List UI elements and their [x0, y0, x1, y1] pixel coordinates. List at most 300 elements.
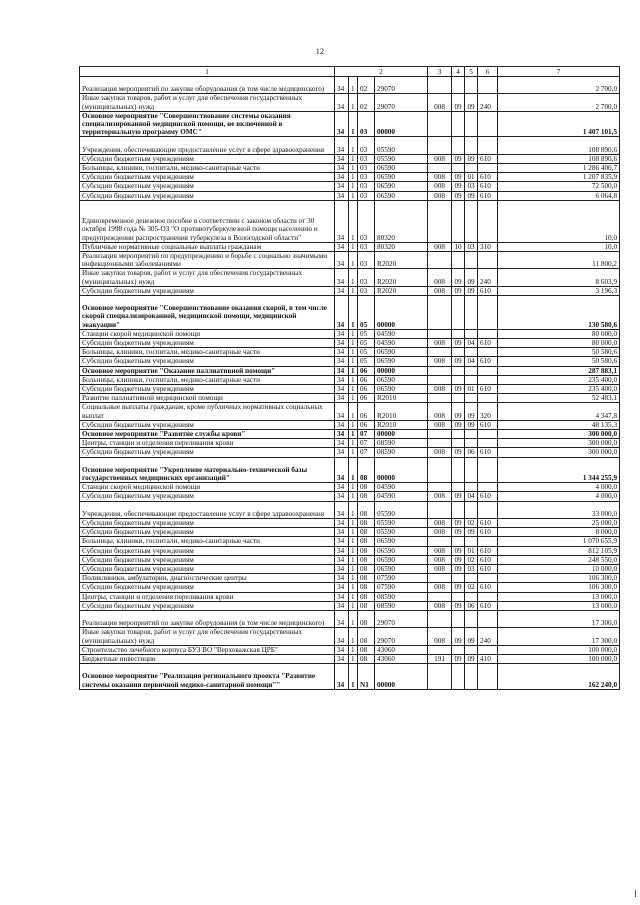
code-activity-cell: 05 [358, 296, 375, 330]
code-section-cell [452, 164, 465, 173]
code-section-cell: 10 [452, 242, 465, 251]
row-name-cell: Станции скорой медицинской помощи [80, 329, 335, 338]
code-admin-cell: 008 [428, 528, 452, 537]
code-activity-cell: 08 [358, 645, 375, 654]
amount-cell: 33 000,0 [498, 501, 620, 518]
code-expense-type-cell [478, 252, 498, 269]
code-activity-cell: 08 [358, 601, 375, 610]
code-expense-type-cell [478, 77, 498, 94]
code-section-cell [452, 537, 465, 546]
table-row [80, 173, 620, 182]
code-program-cell: 34 [335, 645, 349, 654]
amount-cell: 300 000,0 [498, 448, 620, 457]
code-admin-cell [428, 664, 452, 690]
table-row [80, 430, 620, 439]
amount-cell: 1 344 255,9 [498, 457, 620, 483]
code-expense-type-cell [478, 574, 498, 583]
code-section-cell [452, 394, 465, 403]
code-admin-cell: 008 [428, 403, 452, 420]
code-admin-cell [428, 611, 452, 628]
code-expense-type-cell: 610 [478, 492, 498, 501]
amount-cell: 4 000,0 [498, 492, 620, 501]
table-row [80, 394, 620, 403]
amount-cell: 50 580,6 [498, 348, 620, 357]
amount-cell: 11 800,2 [498, 252, 620, 269]
code-subsection-cell: 03 [465, 565, 478, 574]
code-section-cell: 09 [452, 94, 465, 111]
table-row [80, 565, 620, 574]
table-row [80, 574, 620, 583]
amount-cell: 48 135,3 [498, 420, 620, 429]
amount-cell: 300 000,0 [498, 439, 620, 448]
amount-cell: 10 000,0 [498, 565, 620, 574]
code-activity-cell: 08 [358, 546, 375, 555]
code-subsection-cell: 04 [465, 357, 478, 366]
code-program-cell: 34 [335, 269, 349, 286]
code-admin-cell [428, 375, 452, 384]
code-subprogram-cell: 1 [349, 565, 358, 574]
table-row [80, 154, 620, 163]
budget-table [79, 66, 620, 690]
row-name-cell: Строительство лечебного корпуса БУЗ ВО "Верховажская ЦРБ" [80, 645, 335, 654]
code-activity-cell: 08 [358, 628, 375, 645]
code-activity-cell: 05 [358, 357, 375, 366]
code-program-cell: 34 [335, 537, 349, 546]
code-subprogram-cell: 1 [349, 77, 358, 94]
code-section-cell [452, 348, 465, 357]
code-program-cell: 34 [335, 448, 349, 457]
code-activity-cell: 03 [358, 269, 375, 286]
code-activity-cell: 08 [358, 483, 375, 492]
row-name-cell: Развитие паллиативной медицинской помощи [80, 394, 335, 403]
code-subsection-cell: 03 [465, 242, 478, 251]
code-admin-cell [428, 501, 452, 518]
table-row [80, 457, 620, 483]
row-name-cell: Основное мероприятие "Совершенствование оказания скорой, в том числе скорой специализированной, медицинской помощи, медицинской эвакуации" [80, 296, 335, 330]
code-subprogram-cell: 1 [349, 430, 358, 439]
code-expense-type-cell [478, 164, 498, 173]
code-direction-cell: 43060 [375, 645, 428, 654]
code-activity-cell: 03 [358, 286, 375, 295]
code-subsection-cell [465, 252, 478, 269]
code-activity-cell: 03 [358, 252, 375, 269]
code-direction-cell: 05590 [375, 137, 428, 154]
code-expense-type-cell: 610 [478, 448, 498, 457]
code-expense-type-cell: 610 [478, 565, 498, 574]
code-subprogram-cell: 1 [349, 574, 358, 583]
row-name-cell: Иные закупки товаров, работ и услуг для обеспечения государственных (муниципальных) нужд [80, 269, 335, 286]
row-name-cell: Субсидии бюджетным учреждениям [80, 565, 335, 574]
amount-cell: 50 580,6 [498, 357, 620, 366]
amount-cell: 100 000,0 [498, 645, 620, 654]
amount-cell: 6 064,8 [498, 191, 620, 200]
header-col-3: 3 [428, 67, 452, 77]
code-expense-type-cell: 610 [478, 154, 498, 163]
code-section-cell [452, 501, 465, 518]
table-row [80, 628, 620, 645]
code-subprogram-cell: 1 [349, 628, 358, 645]
code-activity-cell: 05 [358, 339, 375, 348]
amount-cell: 4 347,8 [498, 403, 620, 420]
amount-cell: 10,0 [498, 242, 620, 251]
code-expense-type-cell [478, 394, 498, 403]
code-subprogram-cell: 1 [349, 394, 358, 403]
code-subsection-cell [465, 111, 478, 137]
code-subsection-cell: 03 [465, 182, 478, 191]
code-direction-cell: 04590 [375, 483, 428, 492]
code-direction-cell: R2010 [375, 403, 428, 420]
code-subprogram-cell: 1 [349, 191, 358, 200]
code-activity-cell: 07 [358, 430, 375, 439]
code-activity-cell: 08 [358, 574, 375, 583]
header-col-2: 2 [335, 67, 428, 77]
code-direction-cell: 08590 [375, 439, 428, 448]
code-section-cell [452, 645, 465, 654]
table-row [80, 339, 620, 348]
code-expense-type-cell [478, 137, 498, 154]
code-section-cell: 09 [452, 191, 465, 200]
code-direction-cell: 06590 [375, 357, 428, 366]
code-expense-type-cell: 610 [478, 385, 498, 394]
row-name-cell: Субсидии бюджетным учреждениям [80, 191, 335, 200]
code-subprogram-cell: 1 [349, 366, 358, 375]
table-row [80, 375, 620, 384]
code-section-cell [452, 296, 465, 330]
code-admin-cell [428, 77, 452, 94]
code-subprogram-cell: 1 [349, 242, 358, 251]
code-direction-cell: 04590 [375, 339, 428, 348]
code-expense-type-cell: 610 [478, 601, 498, 610]
code-subprogram-cell: 1 [349, 286, 358, 295]
code-expense-type-cell: 610 [478, 286, 498, 295]
code-activity-cell: 02 [358, 77, 375, 94]
code-direction-cell: 06590 [375, 385, 428, 394]
code-direction-cell: 08590 [375, 448, 428, 457]
code-section-cell [452, 439, 465, 448]
code-subsection-cell: 09 [465, 94, 478, 111]
code-subsection-cell: 09 [465, 628, 478, 645]
code-expense-type-cell [478, 430, 498, 439]
code-program-cell: 34 [335, 286, 349, 295]
code-subprogram-cell: 1 [349, 483, 358, 492]
table-row [80, 403, 620, 420]
table-row [80, 357, 620, 366]
header-col-6: 6 [478, 67, 498, 77]
code-program-cell: 34 [335, 592, 349, 601]
code-program-cell: 34 [335, 574, 349, 583]
code-admin-cell: 008 [428, 448, 452, 457]
row-name-cell: Основное мероприятие "Развитие службы крови" [80, 430, 335, 439]
code-program-cell: 34 [335, 546, 349, 555]
code-admin-cell: 008 [428, 94, 452, 111]
code-admin-cell: 008 [428, 565, 452, 574]
code-admin-cell [428, 137, 452, 154]
code-program-cell: 34 [335, 242, 349, 251]
code-section-cell: 09 [452, 528, 465, 537]
table-row [80, 420, 620, 429]
code-program-cell: 34 [335, 555, 349, 564]
row-name-cell: Больницы, клиники, госпитали, медико-санитарные части [80, 348, 335, 357]
code-subprogram-cell: 1 [349, 296, 358, 330]
code-program-cell: 34 [335, 611, 349, 628]
row-name-cell: Станции скорой медицинской помощи [80, 483, 335, 492]
code-admin-cell [428, 252, 452, 269]
code-expense-type-cell: 240 [478, 94, 498, 111]
amount-cell: 287 883,1 [498, 366, 620, 375]
code-direction-cell: R2010 [375, 394, 428, 403]
code-subprogram-cell: 1 [349, 546, 358, 555]
table-row [80, 329, 620, 338]
code-program-cell: 34 [335, 137, 349, 154]
amount-cell: 106 300,0 [498, 574, 620, 583]
code-subsection-cell [465, 592, 478, 601]
code-admin-cell [428, 645, 452, 654]
code-section-cell [452, 77, 465, 94]
code-section-cell [452, 611, 465, 628]
code-subsection-cell [465, 645, 478, 654]
code-subsection-cell: 01 [465, 546, 478, 555]
code-direction-cell: 80320 [375, 242, 428, 251]
row-name-cell: Поликлиники, амбулатории, диагностические центры [80, 574, 335, 583]
table-row [80, 385, 620, 394]
row-name-cell: Реализация мероприятий по закупке оборудования (в том числе медицинского) [80, 77, 335, 94]
table-row [80, 592, 620, 601]
code-expense-type-cell [478, 348, 498, 357]
code-section-cell: 09 [452, 385, 465, 394]
code-subprogram-cell: 1 [349, 385, 358, 394]
code-admin-cell: 008 [428, 286, 452, 295]
table-row [80, 366, 620, 375]
row-name-cell: Субсидии бюджетным учреждениям [80, 519, 335, 528]
code-subsection-cell [465, 164, 478, 173]
code-subprogram-cell: 1 [349, 403, 358, 420]
amount-cell: 1 407 101,5 [498, 111, 620, 137]
code-program-cell: 34 [335, 439, 349, 448]
code-activity-cell: 08 [358, 583, 375, 592]
row-name-cell: Основное мероприятие "Оказание паллиативной помощи" [80, 366, 335, 375]
code-activity-cell: 06 [358, 403, 375, 420]
amount-cell: 248 550,0 [498, 555, 620, 564]
code-admin-cell: 191 [428, 655, 452, 664]
code-admin-cell: 008 [428, 492, 452, 501]
code-direction-cell: 06590 [375, 555, 428, 564]
code-expense-type-cell: 310 [478, 242, 498, 251]
code-program-cell: 34 [335, 173, 349, 182]
code-subsection-cell: 02 [465, 555, 478, 564]
table-row [80, 583, 620, 592]
code-admin-cell: 008 [428, 269, 452, 286]
header-col-1: 1 [80, 67, 335, 77]
row-name-cell: Бюджетные инвестиции [80, 655, 335, 664]
code-subsection-cell: 09 [465, 269, 478, 286]
code-direction-cell: 43060 [375, 655, 428, 664]
code-subprogram-cell: 1 [349, 664, 358, 690]
amount-cell: 8 603,9 [498, 269, 620, 286]
code-program-cell: 34 [335, 164, 349, 173]
code-subprogram-cell: 1 [349, 592, 358, 601]
code-expense-type-cell [478, 366, 498, 375]
code-section-cell [452, 457, 465, 483]
code-direction-cell: 06590 [375, 348, 428, 357]
table-row [80, 182, 620, 191]
code-expense-type-cell [478, 645, 498, 654]
row-name-cell: Основное мероприятие "Реализация регионального проекта "Развитие системы оказания первичной медико-санитарной помощи"" [80, 664, 335, 690]
code-direction-cell: 00000 [375, 664, 428, 690]
code-subprogram-cell: 1 [349, 329, 358, 338]
code-direction-cell: 06590 [375, 182, 428, 191]
code-admin-cell: 008 [428, 154, 452, 163]
code-section-cell [452, 329, 465, 338]
code-activity-cell: N1 [358, 664, 375, 690]
code-program-cell: 34 [335, 296, 349, 330]
code-program-cell: 34 [335, 528, 349, 537]
table-row [80, 483, 620, 492]
code-direction-cell: 06590 [375, 565, 428, 574]
row-name-cell: Субсидии бюджетным учреждениям [80, 357, 335, 366]
code-admin-cell: 008 [428, 519, 452, 528]
code-program-cell: 34 [335, 501, 349, 518]
code-activity-cell: 03 [358, 111, 375, 137]
table-row [80, 269, 620, 286]
code-section-cell [452, 592, 465, 601]
row-name-cell: Социальные выплаты гражданам, кроме публичных нормативных социальных выплат [80, 403, 335, 420]
row-name-cell: Субсидии бюджетным учреждениям [80, 528, 335, 537]
code-expense-type-cell [478, 501, 498, 518]
code-activity-cell: 03 [358, 200, 375, 242]
code-admin-cell: 008 [428, 546, 452, 555]
code-program-cell: 34 [335, 519, 349, 528]
code-activity-cell: 02 [358, 94, 375, 111]
code-subsection-cell: 01 [465, 385, 478, 394]
code-activity-cell: 08 [358, 519, 375, 528]
table-row [80, 601, 620, 610]
code-activity-cell: 06 [358, 375, 375, 384]
code-program-cell: 34 [335, 94, 349, 111]
code-program-cell: 34 [335, 628, 349, 645]
code-subprogram-cell: 1 [349, 655, 358, 664]
code-activity-cell: 06 [358, 366, 375, 375]
code-expense-type-cell: 610 [478, 546, 498, 555]
table-row [80, 164, 620, 173]
amount-cell: 17 300,0 [498, 628, 620, 645]
code-activity-cell: 08 [358, 501, 375, 518]
amount-cell: 100 000,0 [498, 655, 620, 664]
table-row [80, 348, 620, 357]
code-expense-type-cell [478, 200, 498, 242]
code-expense-type-cell: 410 [478, 655, 498, 664]
code-subsection-cell [465, 375, 478, 384]
code-admin-cell: 008 [428, 191, 452, 200]
row-name-cell: Субсидии бюджетным учреждениям [80, 385, 335, 394]
code-section-cell [452, 200, 465, 242]
code-direction-cell: 29070 [375, 77, 428, 94]
code-program-cell: 34 [335, 366, 349, 375]
scan-artifact [635, 890, 636, 897]
code-direction-cell: 04590 [375, 492, 428, 501]
header-col-5: 5 [465, 67, 478, 77]
row-name-cell: Субсидии бюджетным учреждениям [80, 555, 335, 564]
code-program-cell: 34 [335, 348, 349, 357]
code-subprogram-cell: 1 [349, 348, 358, 357]
code-program-cell: 34 [335, 664, 349, 690]
code-subprogram-cell: 1 [349, 448, 358, 457]
code-subprogram-cell: 1 [349, 457, 358, 483]
code-admin-cell: 008 [428, 357, 452, 366]
code-subprogram-cell: 1 [349, 611, 358, 628]
table-row [80, 111, 620, 137]
code-subsection-cell [465, 430, 478, 439]
amount-cell: 80 000,0 [498, 329, 620, 338]
code-activity-cell: 03 [358, 191, 375, 200]
table-body [80, 77, 620, 690]
amount-cell: 10,0 [498, 200, 620, 242]
code-subsection-cell [465, 537, 478, 546]
row-name-cell: Учреждения, обеспечивающие предоставление услуг в сфере здравоохранения [80, 501, 335, 518]
code-section-cell: 09 [452, 583, 465, 592]
code-expense-type-cell [478, 664, 498, 690]
code-direction-cell: 00000 [375, 111, 428, 137]
code-direction-cell: 06590 [375, 164, 428, 173]
code-subsection-cell: 02 [465, 519, 478, 528]
amount-cell: 17 300,0 [498, 611, 620, 628]
code-direction-cell: 06590 [375, 546, 428, 555]
code-admin-cell [428, 329, 452, 338]
code-admin-cell [428, 537, 452, 546]
code-subsection-cell: 02 [465, 583, 478, 592]
code-program-cell: 34 [335, 492, 349, 501]
code-admin-cell [428, 592, 452, 601]
code-activity-cell: 08 [358, 592, 375, 601]
amount-cell: 72 500,0 [498, 182, 620, 191]
code-direction-cell: R2020 [375, 252, 428, 269]
code-activity-cell: 08 [358, 492, 375, 501]
code-section-cell: 09 [452, 519, 465, 528]
row-name-cell: Больницы, клиники, госпитали, медико-санитарные части [80, 375, 335, 384]
code-admin-cell [428, 348, 452, 357]
code-subsection-cell [465, 664, 478, 690]
code-direction-cell: 06590 [375, 191, 428, 200]
code-program-cell: 34 [335, 483, 349, 492]
code-section-cell: 09 [452, 357, 465, 366]
code-program-cell: 34 [335, 655, 349, 664]
code-expense-type-cell: 610 [478, 182, 498, 191]
code-section-cell [452, 664, 465, 690]
amount-cell: 1 207 835,9 [498, 173, 620, 182]
code-subsection-cell [465, 200, 478, 242]
code-direction-cell: 29070 [375, 628, 428, 645]
row-name-cell: Субсидии бюджетным учреждениям [80, 601, 335, 610]
table-row [80, 611, 620, 628]
code-subprogram-cell: 1 [349, 645, 358, 654]
amount-cell: 8 000,0 [498, 528, 620, 537]
code-expense-type-cell [478, 483, 498, 492]
amount-cell: 2 700,0 [498, 77, 620, 94]
row-name-cell: Учреждения, обеспечивающие предоставление услуг в сфере здравоохранения [80, 137, 335, 154]
code-expense-type-cell [478, 592, 498, 601]
code-expense-type-cell: 610 [478, 555, 498, 564]
code-subprogram-cell: 1 [349, 439, 358, 448]
table-row [80, 519, 620, 528]
row-name-cell: Субсидии бюджетным учреждениям [80, 546, 335, 555]
code-program-cell: 34 [335, 200, 349, 242]
code-subprogram-cell: 1 [349, 173, 358, 182]
code-section-cell [452, 111, 465, 137]
code-program-cell: 34 [335, 420, 349, 429]
table-row [80, 77, 620, 94]
code-section-cell: 09 [452, 286, 465, 295]
code-expense-type-cell [478, 375, 498, 384]
code-section-cell: 09 [452, 173, 465, 182]
